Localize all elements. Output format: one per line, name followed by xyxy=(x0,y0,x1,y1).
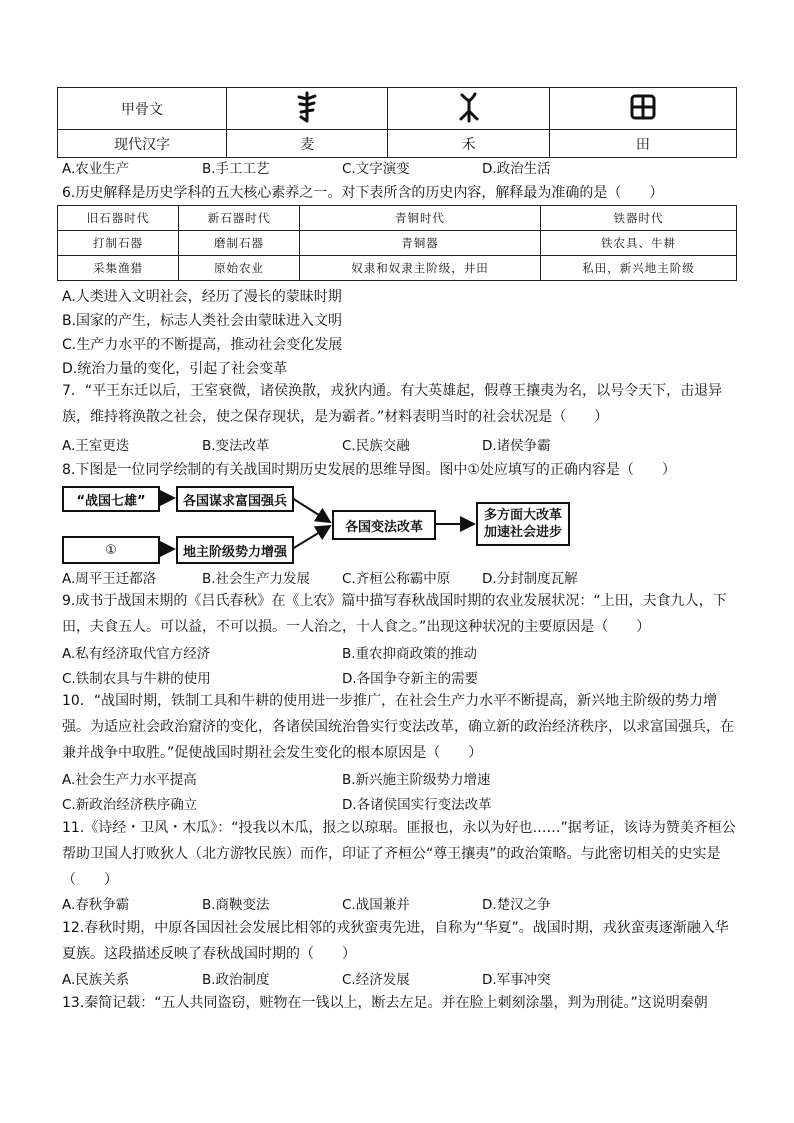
oracle-row-header: 甲骨文 xyxy=(58,88,227,130)
q6-cell: 青铜器 xyxy=(300,231,541,256)
q11-option-b: B.商鞅变法 xyxy=(202,897,270,913)
q12-option-a: A.民族关系 xyxy=(62,972,130,988)
reform-box: 各国变法改革 xyxy=(332,510,436,540)
q13-stem: 13.秦简记载：“五人共同盗窃，赃物在一钱以上，断去左足。并在脸上刺刻涂墨，判为刑徒。”这说明秦朝 xyxy=(62,995,708,1011)
q7-option-c: C.民族交融 xyxy=(342,438,410,454)
q6-cell: 铁器时代 xyxy=(541,206,737,231)
q8-option-c: C.齐桓公称霸中原 xyxy=(342,571,451,587)
q5-option-a: A.农业生产 xyxy=(62,161,130,177)
q9-option-b: B.重农抑商政策的推动 xyxy=(342,646,478,662)
q6-option-d: D.统治力量的变化，引起了社会变革 xyxy=(62,361,288,377)
q10-option-a: A.社会生产力水平提高 xyxy=(62,772,197,788)
modern-char-cell: 禾 xyxy=(388,130,549,158)
result-line-1: 多方面大改革 xyxy=(483,508,562,523)
q6-cell: 原始农业 xyxy=(179,256,300,281)
blank-1-box: ① xyxy=(62,536,160,564)
q6-cell: 采集渔猎 xyxy=(58,256,179,281)
q6-cell: 旧石器时代 xyxy=(58,206,179,231)
q10-option-c: C.新政治经济秩序确立 xyxy=(62,797,198,813)
q6-cell: 磨制石器 xyxy=(179,231,300,256)
q12-stem: 12.春秋时期，中原各国因社会发展比相邻的戎狄蛮夷先进，自称为“华夏”。战国时期，戎狄蛮夷逐渐融入华夏族。这段描述反映了春秋战国时期的（ ） xyxy=(62,920,729,962)
oracle-glyph-cell xyxy=(227,88,388,130)
q6-cell: 铁农具、牛耕 xyxy=(541,231,737,256)
modern-char-cell: 麦 xyxy=(227,130,388,158)
q8-option-b: B.社会生产力发展 xyxy=(202,571,311,587)
q9-option-c: C.铁制农具与牛耕的使用 xyxy=(62,671,211,687)
q6-cell: 打制石器 xyxy=(58,231,179,256)
q10-option-b: B.新兴施主阶级势力增速 xyxy=(342,772,491,788)
oracle-glyph-cell xyxy=(549,88,736,130)
seven-states-box: “战国七雄” xyxy=(62,486,160,512)
q5-option-c: C.文字演变 xyxy=(342,161,410,177)
q6-cell: 奴隶和奴隶主阶级，井田 xyxy=(300,256,541,281)
q7-option-d: D.诸侯争霸 xyxy=(482,438,551,454)
q7-option-b: B.变法改革 xyxy=(202,438,270,454)
q6-option-a: A.人类进入文明社会，经历了漫长的蒙昧时期 xyxy=(62,289,342,305)
q6-cell: 新石器时代 xyxy=(179,206,300,231)
result-line-2: 加速社会进步 xyxy=(483,525,562,540)
q12-option-b: B.政治制度 xyxy=(202,972,270,988)
q12-option-d: D.军事冲突 xyxy=(482,972,551,988)
q6-option-c: C.生产力水平的不断提高，推动社会变化发展 xyxy=(62,337,343,353)
q6-cell: 私田，新兴地主阶级 xyxy=(541,256,737,281)
q11-option-a: A.春秋争霸 xyxy=(62,897,130,913)
q11-option-c: C.战国兼并 xyxy=(342,897,410,913)
oracle-field-glyph-icon xyxy=(629,93,657,121)
q6-history-table xyxy=(57,205,737,281)
oracle-glyph-cell xyxy=(388,88,549,130)
mind-map xyxy=(62,484,622,564)
q6-option-b: B.国家的产生，标志人类社会由蒙昧进入文明 xyxy=(62,313,343,329)
result-box xyxy=(476,502,570,546)
q5-option-b: B.手工工艺 xyxy=(202,161,270,177)
q11-option-d: D.楚汉之争 xyxy=(482,897,551,913)
q7-stem: 7．“平王东迁以后，王室衰微，诸侯涣散，戎狄内通。有大英雄起，假尊王攘夷为名，以号令天下，击退异族，维持将涣散之社会，使之保存现状，是为霸者。”材料表明当时的社会状况是（ ） xyxy=(62,383,723,425)
oracle-grain-glyph-icon xyxy=(457,91,481,123)
q10-option-d: D.各诸侯国实行变法改革 xyxy=(342,797,492,813)
q8-option-a: A.周平王迁都洛 xyxy=(62,571,157,587)
q12-option-c: C.经济发展 xyxy=(342,972,410,988)
q9-option-a: A.私有经济取代官方经济 xyxy=(62,646,211,662)
q7-option-a: A.王室更迭 xyxy=(62,438,130,454)
q6-cell: 青铜时代 xyxy=(300,206,541,231)
q9-option-d: D.各国争夺新主的需要 xyxy=(342,671,479,687)
strong-state-box: 各国谋求富国强兵 xyxy=(176,486,294,512)
oracle-script-table xyxy=(57,87,737,158)
q11-stem: 11.《诗经・卫风・木瓜》：“投我以木瓜，报之以琼琚。匪报也，永以为好也……”据考证，该诗为赞美齐桓公帮助卫国人打败狄人（北方游牧民族）而作，印证了齐桓公“尊王攘夷”的政治策略。与此密切相关的史实是（ ） xyxy=(62,820,736,888)
q5-option-d: D.政治生活 xyxy=(482,161,551,177)
landlord-class-box: 地主阶级势力增强 xyxy=(176,536,294,564)
q9-stem: 9.成书于战国末期的《吕氏春秋》在《上农》篇中描写春秋战国时期的农业发展状况：“上田，夫食九人，下田，夫食五人。可以益，不可以损。一人治之，十人食之。”出现这种状况的主要原因是（ ） xyxy=(62,593,727,635)
q6-stem: 6.历史解释是历史学科的五大核心素养之一。对下表所含的历史内容，解释最为准确的是（ ） xyxy=(62,185,664,201)
oracle-wheat-glyph-icon xyxy=(295,91,319,123)
q8-stem: 8.下图是一位同学绘制的有关战国时期历史发展的思维导图。图中①处应填写的正确内容是（ ） xyxy=(62,462,676,478)
q10-stem: 10．“战国时期，铁制工具和牛耕的使用进一步推广，在社会生产力水平不断提高，新兴地主阶级的势力增强。为适应社会政治窟济的变化，各诸侯国统治鲁实行变法改革，确立新的政治经济秩序，以求富国强兵，在兼并战争中取胜。”促使战国时期社会发生变化的根本原因是（ ） xyxy=(62,693,734,761)
modern-char-cell: 田 xyxy=(549,130,736,158)
q8-option-d: D.分封制度瓦解 xyxy=(482,571,578,587)
oracle-row-header: 现代汉字 xyxy=(58,130,227,158)
